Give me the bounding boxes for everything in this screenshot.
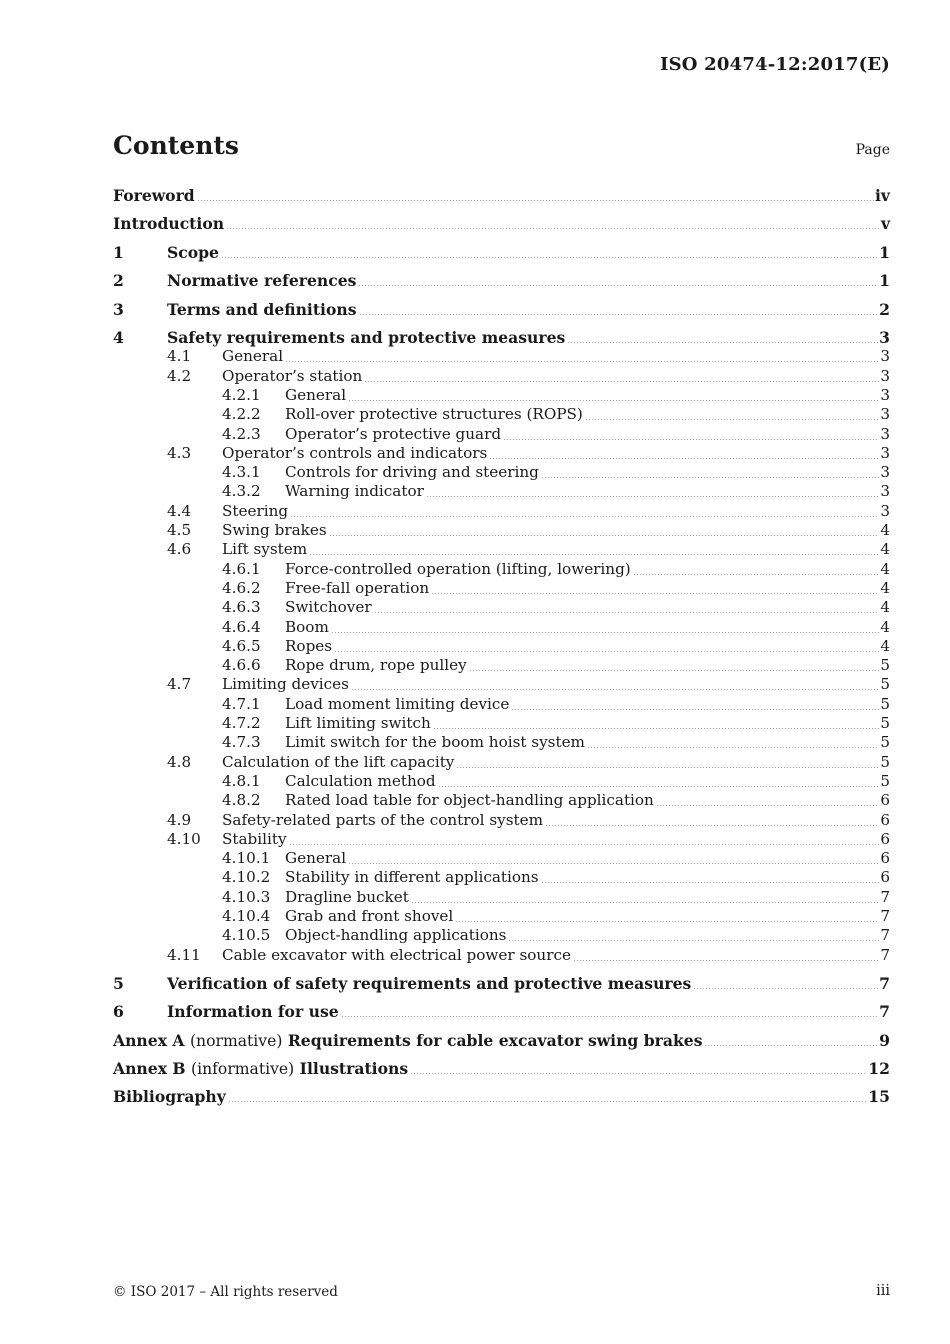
toc-entry-title: Safety-related parts of the control system	[222, 810, 544, 829]
toc-entry-number: 4.6.1	[222, 559, 261, 578]
toc-entry-title: General	[285, 385, 347, 404]
toc-entry-number: 4.6.5	[222, 636, 261, 655]
toc-entry[interactable]	[113, 560, 890, 580]
toc-entry[interactable]	[113, 714, 890, 734]
toc-entry-page: 6	[880, 829, 890, 848]
dot-leader	[438, 786, 880, 787]
toc-entry-number: 4.2.1	[222, 385, 261, 404]
dot-leader	[426, 496, 879, 497]
toc-entry-number: 4.3.2	[222, 482, 261, 501]
toc-entry-page: 9	[879, 1030, 890, 1050]
toc-entry-title: Cable excavator with electrical power source	[222, 945, 571, 964]
toc-entry-page: 3	[880, 501, 890, 520]
toc-entry-title: Lift system	[222, 540, 308, 559]
toc-entry[interactable]	[113, 849, 890, 869]
toc-entry-page: 7	[879, 973, 890, 993]
toc-entry[interactable]	[113, 907, 890, 927]
toc-entry-title: Operator’s controls and indicators	[222, 443, 488, 462]
dot-leader	[331, 632, 879, 633]
toc-entry[interactable]	[113, 830, 890, 850]
toc-entry-number: 4.6.4	[222, 617, 261, 636]
toc-entry[interactable]	[113, 926, 890, 946]
toc-entry-title: Steering	[222, 501, 289, 520]
toc-entry-number: 6	[113, 1002, 124, 1022]
toc-entry[interactable]	[113, 1087, 890, 1107]
toc-entry-number: 4.10.2	[222, 868, 271, 887]
toc-entry-title: General	[285, 849, 347, 868]
toc-entry-title: Ropes	[285, 636, 333, 655]
dot-leader	[587, 747, 879, 748]
dot-leader	[455, 921, 879, 922]
dot-leader	[693, 988, 878, 989]
toc-entry-title: Scope	[167, 242, 219, 262]
dot-leader	[358, 285, 878, 286]
toc-entry-title: Verification of safety requirements and protective measures	[167, 973, 692, 993]
toc-entry-page: 5	[880, 733, 890, 752]
toc-entry-number: 4.6.2	[222, 578, 261, 597]
toc-entry-title: Operator’s protective guard	[285, 424, 502, 443]
toc-entry-number: 4.2.2	[222, 405, 261, 424]
dot-leader	[329, 535, 880, 536]
toc-entry-title: Grab and front shovel	[285, 907, 454, 925]
annex-label: Annex A	[113, 1030, 185, 1050]
footer-copyright: © ISO 2017 – All rights reserved	[113, 1284, 338, 1300]
toc-entry-page: 6	[880, 810, 890, 829]
dot-leader	[541, 477, 879, 478]
toc-entry-page: v	[880, 214, 890, 234]
dot-leader	[456, 767, 879, 768]
toc-entry[interactable]	[113, 974, 890, 994]
toc-entry-page: 12	[868, 1059, 890, 1078]
toc-entry-title: Safety requirements and protective measures	[167, 328, 566, 347]
toc-entry[interactable]	[113, 811, 890, 831]
toc-entry-page: 4	[880, 578, 890, 597]
dot-leader	[541, 882, 880, 883]
toc-entry-title: Boom	[285, 617, 329, 636]
toc-entry[interactable]	[113, 328, 890, 348]
toc-entry-number: 1	[113, 242, 124, 262]
toc-entry-number: 2	[113, 271, 124, 291]
toc-entry-title: Rope drum, rope pulley	[285, 656, 467, 675]
toc-entry-number: 4.3.1	[222, 463, 261, 482]
toc-entry-page: 6	[880, 791, 890, 810]
toc-entry-number: 4.7.2	[222, 714, 261, 732]
dot-leader	[469, 670, 880, 671]
toc-entry-number: 4.11	[167, 945, 201, 964]
toc-entry-page: 2	[879, 299, 890, 319]
toc-entry-number: 4.10.5	[222, 926, 271, 945]
page-column-label: Page	[855, 142, 890, 158]
toc-entry-page: 5	[880, 752, 890, 771]
toc-entry-page: 3	[880, 463, 890, 482]
annex-title: Requirements for cable excavator swing brakes	[287, 1030, 703, 1050]
toc-entry-number: 3	[113, 299, 124, 319]
toc-entry-number: 4.7.1	[222, 694, 261, 713]
toc-entry-title: Calculation method	[285, 771, 436, 790]
toc-entry-title: Switchover	[285, 598, 372, 617]
footer-page-number: iii	[876, 1283, 890, 1299]
dot-leader	[411, 902, 879, 903]
toc-entry-page: 4	[880, 540, 890, 559]
dot-leader	[585, 419, 879, 420]
toc-entry[interactable]	[113, 444, 890, 464]
toc-entry[interactable]	[113, 521, 890, 541]
toc-entry-title: Normative references	[167, 271, 357, 291]
toc-entry-title: Rated load table for object-handling application	[285, 791, 654, 810]
dot-leader	[341, 1016, 878, 1017]
toc-entry-title	[113, 1031, 702, 1050]
toc-entry[interactable]	[113, 598, 890, 618]
toc-entry[interactable]	[113, 405, 890, 425]
dot-leader	[633, 574, 880, 575]
toc-entry-page: 7	[880, 907, 890, 925]
dot-leader	[567, 342, 878, 343]
toc-entry[interactable]	[113, 386, 890, 406]
toc-entry[interactable]	[113, 463, 890, 483]
toc-entry-number: 4.8.2	[222, 791, 261, 810]
toc-entry-number: 4.5	[167, 521, 192, 539]
toc-entry[interactable]	[113, 637, 890, 657]
toc-entry[interactable]	[113, 695, 890, 715]
toc-entry-number: 4.10.1	[222, 849, 271, 868]
dot-leader	[285, 361, 879, 362]
toc-entry[interactable]	[113, 214, 890, 234]
dot-leader	[309, 554, 879, 555]
dot-leader	[433, 728, 880, 729]
annex-type: (normative)	[189, 1031, 283, 1050]
toc-entry-title: Operator’s station	[222, 366, 363, 385]
dot-leader	[359, 314, 879, 315]
dot-leader	[573, 960, 879, 961]
toc-entry-number: 4.6.3	[222, 598, 261, 617]
toc-entry[interactable]	[113, 300, 890, 320]
toc-entry-title: Stability	[222, 829, 287, 848]
toc-entry[interactable]	[113, 888, 890, 908]
dot-leader	[656, 805, 879, 806]
dot-leader	[503, 439, 879, 440]
toc-entry-title: General	[222, 347, 284, 366]
dot-leader	[374, 612, 880, 613]
dot-leader	[364, 381, 879, 382]
dot-leader	[511, 709, 879, 710]
toc-entry[interactable]	[113, 482, 890, 502]
toc-entry-number: 4.10.3	[222, 887, 271, 906]
toc-entry-page: 3	[879, 328, 890, 347]
dot-leader	[228, 1101, 868, 1102]
toc-entry-title: Limit switch for the boom hoist system	[285, 733, 585, 752]
document-id-header: ISO 20474-12:2017(E)	[659, 54, 890, 75]
toc-entry-title: Information for use	[167, 1002, 339, 1022]
toc-entry-number: 4.1	[167, 347, 192, 366]
toc-entry-number: 4.4	[167, 501, 192, 520]
annex-title: Illustrations	[299, 1059, 409, 1078]
toc-entry-page: 7	[880, 945, 890, 964]
toc-entry-page: 15	[868, 1087, 890, 1107]
toc-entry-title: Lift limiting switch	[285, 714, 431, 732]
dot-leader	[545, 825, 879, 826]
dot-leader	[508, 940, 879, 941]
toc-entry-page: 4	[880, 598, 890, 617]
dot-leader	[348, 863, 879, 864]
annex-label: Annex B	[113, 1059, 186, 1078]
toc-entry-title: Calculation of the lift capacity	[222, 752, 455, 771]
toc-entry-title: Load moment limiting device	[285, 694, 510, 713]
toc-entry-page: 4	[880, 559, 890, 578]
toc-entry-title: Limiting devices	[222, 675, 349, 694]
toc-entry[interactable]	[113, 946, 890, 966]
toc-entry-title: Warning indicator	[285, 482, 424, 501]
toc-entry-title: Terms and definitions	[167, 299, 357, 319]
toc-entry-page: 1	[879, 242, 890, 262]
toc-entry-page: 4	[880, 636, 890, 655]
toc-entry[interactable]	[113, 733, 890, 753]
toc-entry-number: 4.6.6	[222, 656, 261, 675]
dot-leader	[348, 400, 879, 401]
toc-entry-number: 4.2	[167, 366, 192, 385]
toc-entry-page: 3	[880, 347, 890, 366]
toc-entry[interactable]	[113, 772, 890, 792]
toc-entry-number: 4.7.3	[222, 733, 261, 752]
toc-entry[interactable]	[113, 656, 890, 676]
dot-leader	[289, 844, 880, 845]
toc-entry[interactable]	[113, 579, 890, 599]
toc-entry-page: 3	[880, 482, 890, 501]
page-title: Contents	[113, 131, 240, 160]
dot-leader	[351, 689, 879, 690]
annex-type: (informative)	[191, 1060, 295, 1078]
toc-entry-page: 4	[880, 521, 890, 539]
toc-entry-title: Bibliography	[113, 1087, 226, 1107]
toc-entry-title: Swing brakes	[222, 521, 327, 539]
toc-entry[interactable]	[113, 367, 890, 387]
toc-entry[interactable]	[113, 540, 890, 560]
toc-entry-page: 5	[880, 771, 890, 790]
toc-entry-page: 5	[880, 714, 890, 732]
toc-entry-title: Introduction	[113, 214, 225, 234]
toc-entry[interactable]	[113, 502, 890, 522]
toc-entry-number: 4.8.1	[222, 771, 261, 790]
toc-entry-title: Controls for driving and steering	[285, 463, 539, 482]
dot-leader	[431, 593, 879, 594]
dot-leader	[221, 257, 878, 258]
toc-entry-page: iv	[875, 186, 890, 205]
toc-entry-page: 5	[880, 694, 890, 713]
toc-entry-page: 4	[880, 617, 890, 636]
toc-entry[interactable]	[113, 186, 890, 206]
toc-entry-number: 5	[113, 973, 124, 993]
toc-entry-number: 4.10.4	[222, 907, 271, 925]
toc-entry-page: 6	[880, 849, 890, 868]
toc-entry[interactable]	[113, 868, 890, 888]
toc-entry-number: 4.2.3	[222, 424, 261, 443]
dot-leader	[334, 651, 879, 652]
toc-entry-page: 3	[880, 424, 890, 443]
toc-entry-number: 4.7	[167, 675, 192, 694]
toc-entry-number: 4.10	[167, 829, 201, 848]
toc-entry-page: 7	[880, 926, 890, 945]
toc-entry[interactable]	[113, 243, 890, 263]
toc-entry-number: 4.9	[167, 810, 192, 829]
toc-entry[interactable]	[113, 753, 890, 773]
toc-entry-number: 4	[113, 328, 124, 347]
toc-entry[interactable]	[113, 675, 890, 695]
toc-entry-title: Object-handling applications	[285, 926, 507, 945]
toc-entry-title: Free-fall operation	[285, 578, 430, 597]
toc-entry-page: 3	[880, 366, 890, 385]
dot-leader	[197, 200, 874, 201]
toc-entry-title	[113, 1059, 408, 1078]
toc-entry[interactable]	[113, 271, 890, 291]
toc-entry-title: Foreword	[113, 186, 195, 205]
toc-entry-number: 4.3	[167, 443, 192, 462]
toc-entry-page: 1	[879, 271, 890, 291]
toc-entry[interactable]	[113, 347, 890, 367]
toc-entry-page: 3	[880, 405, 890, 424]
toc-entry-page: 3	[880, 385, 890, 404]
toc-entry-page: 5	[880, 656, 890, 675]
toc-entry-page: 6	[880, 868, 890, 887]
toc-entry[interactable]	[113, 791, 890, 811]
dot-leader	[489, 458, 879, 459]
toc-entry-number: 4.8	[167, 752, 192, 771]
toc-entry-title: Dragline bucket	[285, 887, 409, 906]
dot-leader	[704, 1045, 878, 1046]
toc-entry-title: Roll-over protective structures (ROPS)	[285, 405, 583, 424]
dot-leader	[226, 228, 880, 229]
toc-entry-number: 4.6	[167, 540, 192, 559]
toc-entry-title: Force-controlled operation (lifting, lowering)	[285, 559, 631, 578]
toc-entry-page: 5	[880, 675, 890, 694]
toc-entry-title: Stability in different applications	[285, 868, 539, 887]
toc-entry-page: 3	[880, 443, 890, 462]
toc-entry[interactable]	[113, 425, 890, 445]
dot-leader	[410, 1073, 867, 1074]
dot-leader	[290, 516, 879, 517]
toc-entry[interactable]	[113, 618, 890, 638]
toc-entry[interactable]	[113, 1031, 890, 1051]
toc-entry[interactable]	[113, 1002, 890, 1022]
toc-entry-page: 7	[879, 1002, 890, 1022]
toc-entry-page: 7	[880, 887, 890, 906]
toc-entry[interactable]	[113, 1059, 890, 1079]
